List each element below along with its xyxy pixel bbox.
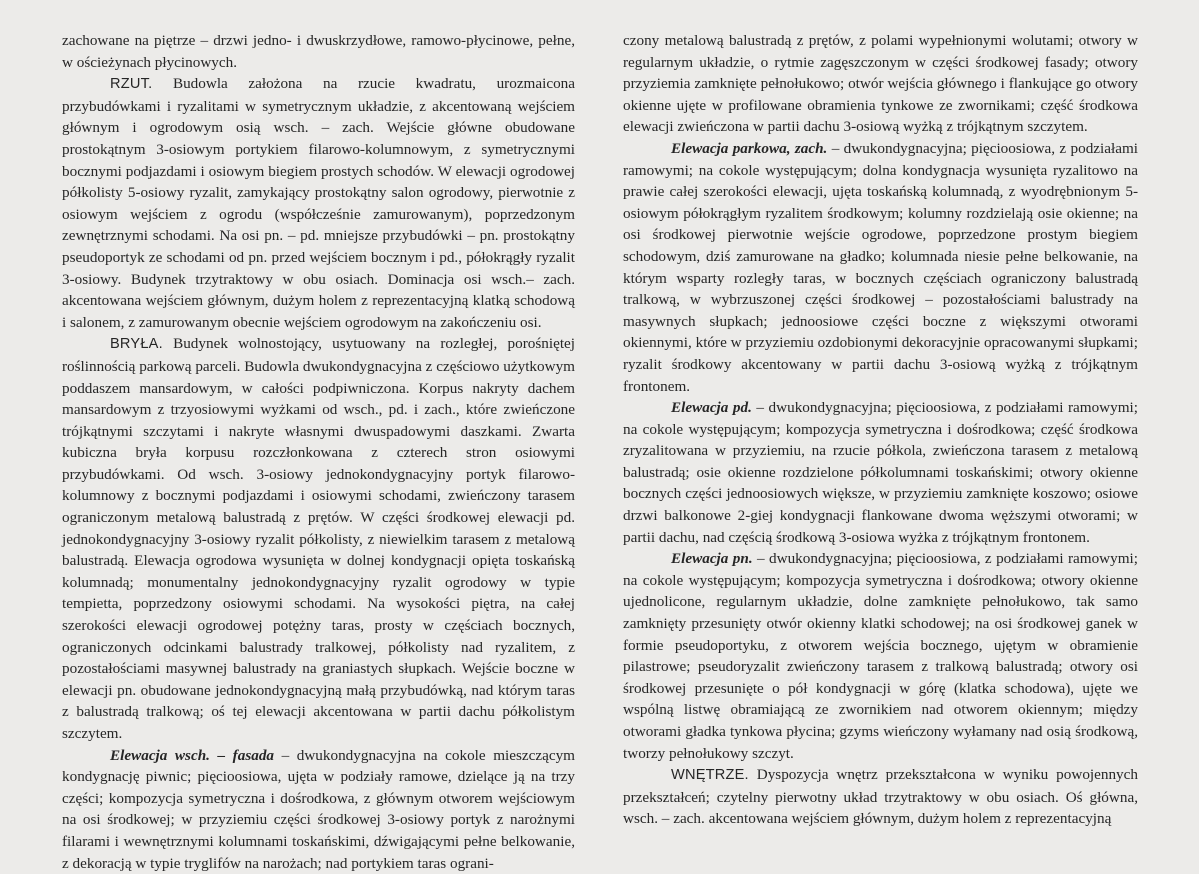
section-heading-rzut: RZUT.	[110, 76, 153, 93]
subheading-elewacja-pd: Elewacja pd.	[671, 399, 752, 417]
paragraph-doors	[62, 30, 575, 73]
paragraph-text: – dwukondygnacyjna; pięcioosiowa, z podziałami ramowymi; na cokole występującym; kompozycja symetryczna i dośrodkowa; część środkowa zryzalitowana w przyziemiu, na rzucie półkola, zwieńczona tarasem z metalową balustradą; osie okienne rozdzielone półkolumnami toskańskimi; otwory okienne bocznych części jednoosiowych większe, w przyziemiu zamknięte koszowo; osiowe drzwi balkonowe 2-giej kondygnacji flankowane dwoma węższymi otworami; w partii dachu, nad częścią środkową 3-osiowa wyżka z trójkątnym frontonem.	[623, 399, 1138, 546]
paragraph-elewacja-pd	[623, 397, 1138, 548]
paragraph-text: – dwukondygnacyjna; pięcioosiowa, z podziałami ramowymi; na cokole występującym; kompozycja symetryczna i dośrodkowa; otwory okienne ujednolicone, regularnym układzie, dolne zamknięte pełnołukowo, tak samo zamknięty przesunięty otwór okienny klatki schodowej; na osi środkowej ganek w formie pseudoportyku, z otworem wejścia bocznego, ujętym w obramienie pilastrowe; pseudoryzalit zwieńczony tarasem z tralkową balustradą; otwory osi środkowej przesunięte o pół kondygnacji w górę (klatka schodowa), ujęte we wspólną listwę obramiającą ze zwornikiem nad otworem okiennym; między otworami gładka tynkowa płycina; gzyms wieńczony wyłamany nad osią środkową, tworzy pełnołukowy szczyt.	[623, 550, 1138, 762]
paragraph-elewacja-pn	[623, 548, 1138, 764]
paragraph-text: Dyspozycja wnętrz przekształcona w wyniku powojennych przekształceń; czytelny pierwotny układ trzytraktowy w obu osiach. Oś główna, wsch. – zach. akcentowana wejściem głównym, dużym holem z reprezentacyjną	[623, 766, 1138, 828]
subheading-elewacja-parkowa: Elewacja parkowa, zach.	[671, 139, 828, 157]
right-column	[623, 30, 1138, 830]
paragraph-text: zachowane na piętrze – drzwi jedno- i dwuskrzydłowe, ramowo-płycinowe, pełne, w ościeżynach płycinowych.	[62, 32, 575, 71]
paragraph-continuation	[623, 30, 1138, 138]
paragraph-elewacja-wsch	[62, 745, 575, 874]
paragraph-text: Budowla założona na rzucie kwadratu, urozmaicona przybudówkami i ryzalitami w symetrycznym układzie, z akcentowaną wejściem głównym i ogrodowym osią wsch. – zach. Wejście główne obudowane prostokątnym 3-osiowym portykiem filarowo-kolumnowym, z symetrycznymi bocznymi podjazdami i osiowym biegiem prostych schodów. W elewacji ogrodowej półkolisty 5-osiowy ryzalit, zamykający prostokątny salon ogrodowy, pierwotnie z osiowym wejściem z ogrodu (współcześnie zamurowanym), poprzedzonym zewnętrznymi schodami. Na osi pn. – pd. mniejsze przybudówki – pn. prostokątny pseudoportyk ze schodami od pn. przed wejściem bocznym i pd., półokrągły ryzalit 3-osiowy. Budynek trzytraktowy w obu osiach. Dominacja osi wsch.– zach. akcentowana wejściem głównym, dużym holem z reprezentacyjną klatką schodową i salonem, z zamurowanym obecnie wejściem ogrodowym na zakończeniu osi.	[62, 75, 575, 331]
paragraph-text: Budynek wolnostojący, usytuowany na rozległej, porośniętej roślinnością parkową parceli. Budowla dwukondygnacyjna z częściowo użytkowym poddaszem mansardowym, w całości podpiwniczona. Korpus nakryty dachem mansardowym z trzyosiowymi wyżkami od wsch., pd. i zach., które zwieńczone trójkątnymi szczytami i nakryte własnymi dwuspadowymi daszkami. Zwarta kubiczna bryła korpusu rozczłonkowana z czterech stron osiowymi przybudówkami. Od wsch. 3-osiowy jednokondygnacyjny portyk filarowo-kolumnowy z bocznymi podjazdami i osiowymi schodami, zwieńczony tarasem ograniczonym metalową balustradą z prętów. W części środkowej elewacji pd. jednokondygnacyjny 3-osiowy ryzalit półkolisty, z niewielkim tarasem z metalową balustradą. Elewacja ogrodowa wysunięta w dolnej kondygnacji opięta toskańską kolumnadą; monumentalny jednokondygnacyjny ryzalit ogrodowy w typie tempietta, poprzedzony osiowymi schodami. Na wysokości piętra, na całej szerokości elewacji ogrodowej potężny taras, prosty w częściach bocznych, ograniczonych odcinkami balustrady tralkowej, półkolisty nad ryzalitem, z pozostałościami masywnej balustrady na graniastych słupkach. Wejście boczne w elewacji pn. obudowane jednokondygnacyjną małą przybudówką, nad którym taras z balustradą tralkową; oś tej elewacji akcentowana w partii dachu półkolistym szczytem.	[62, 335, 575, 742]
paragraph-wnetrze	[623, 764, 1138, 830]
paragraph-text: – dwukondygnacyjna na cokole mieszczącym kondygnację piwnic; pięcioosiowa, ujęta w podziały ramowe, dzielące ją na trzy części; kompozycja symetryczna i dośrodkowa, z głównym otworem wejściowym na osi środkowej; w przyziemiu części środkowej 3-osiowy portyk z narożnymi filarami i wewnętrznymi kolumnami toskańskimi, dźwigającymi pełne belkowanie, z dekoracją w typie tryglifów na narożach; nad portykiem taras ograni-	[62, 746, 575, 872]
section-heading-wnetrze: WNĘTRZE.	[671, 767, 749, 784]
section-heading-bryla: BRYŁA.	[110, 336, 163, 353]
paragraph-elewacja-parkowa	[623, 138, 1138, 397]
left-column	[62, 30, 575, 874]
paragraph-text: – dwukondygnacyjna; pięcioosiowa, z podziałami ramowymi; na cokole występującym; dolna kondygnacja wysunięta ryzalitowo na prawie całej szerokości elewacji, ujęta toskańską kolumnadą, z wyodrębnionym 5-osiowym półokrągłym ryzalitem środkowym; kolumny rozdzielają osie okienne; na osi środkowej pierwotnie wejście ogrodowe, poprzedzone prostym biegiem schodowym, dziś zamurowane na gładko; kolumnada niesie pełne belkowanie, na którym wsparty rozległy taras, w bocznych częściach ograniczony balustradą tralkową, w wybrzuszonej części środkowej – pozostałościami balustrady na masywnych słupkach; jednoosiowe części boczne z większymi otworami okiennymi, które w przyziemiu ozdobionymi dekoracyjnie opracowanymi słupkami; ryzalit środkowy akcentowany w partii dachu 3-osiową wyżką z trójkątnym frontonem.	[623, 139, 1138, 395]
paragraph-text: czony metalową balustradą z prętów, z polami wypełnionymi wolutami; otwory w regularnym układzie, o rytmie zagęszczonym w części środkowej fasady; otwory przyziemia zamknięte pełnołukowo; otwór wejścia głównego i flankujące go otwory okienne ujęte w profilowane obramienia tynkowe ze zwornikami; część środkowa elewacji zwieńczona w partii dachu 3-osiową wyżką z trójkątnym szczytem.	[623, 32, 1138, 136]
paragraph-bryla	[62, 333, 575, 744]
paragraph-rzut	[62, 73, 575, 333]
subheading-elewacja-wsch: Elewacja wsch. – fasada	[110, 746, 275, 764]
subheading-elewacja-pn: Elewacja pn.	[671, 550, 753, 568]
